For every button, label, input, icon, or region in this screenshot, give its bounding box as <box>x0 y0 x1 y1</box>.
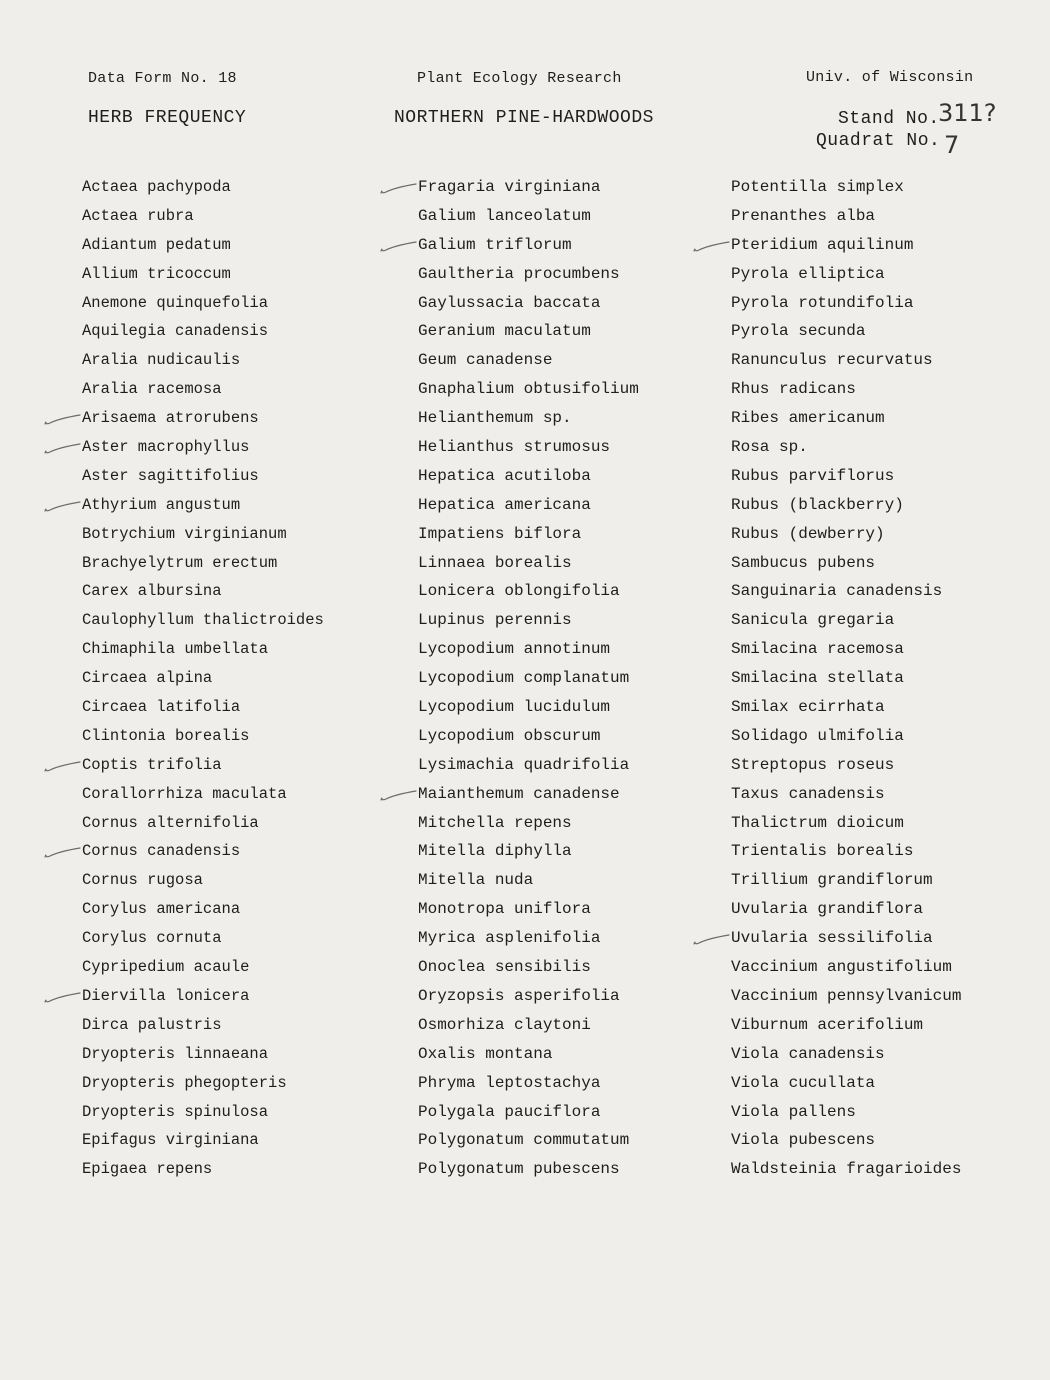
checkmark-icon <box>378 182 418 196</box>
species-item <box>731 866 961 895</box>
species-item <box>82 895 324 924</box>
species-name: Epifagus virginiana <box>82 1131 259 1150</box>
species-name: Aquilegia canadensis <box>82 322 269 341</box>
species-item <box>418 289 639 318</box>
species-name: Gnaphalium obtusifolium <box>418 380 639 399</box>
species-name: Gaylussacia baccata <box>418 293 601 312</box>
species-item <box>731 520 961 549</box>
species-item <box>418 635 639 664</box>
species-item <box>82 317 324 346</box>
species-item <box>731 433 961 462</box>
species-name: Smilacina stellata <box>731 669 904 688</box>
species-item <box>82 606 324 635</box>
species-name: Sanguinaria canadensis <box>731 582 943 601</box>
species-item <box>731 722 961 751</box>
species-item <box>82 462 324 491</box>
species-item <box>418 780 639 809</box>
species-name: Clintonia borealis <box>82 726 250 745</box>
university: Univ. of Wisconsin <box>806 69 974 86</box>
checkmark-icon <box>42 846 82 860</box>
species-item <box>731 924 961 953</box>
species-item <box>82 953 324 982</box>
species-column-3 <box>731 173 961 1184</box>
species-item <box>418 346 639 375</box>
species-name: Coptis trifolia <box>82 755 222 774</box>
species-item <box>418 982 639 1011</box>
species-name: Brachyelytrum erectum <box>82 553 278 572</box>
species-item <box>418 173 639 202</box>
species-name: Actaea rubra <box>82 206 194 225</box>
species-item <box>731 346 961 375</box>
species-name: Geranium maculatum <box>418 322 591 341</box>
species-name: Lycopodium lucidulum <box>418 698 611 717</box>
species-name: Uvularia sessilifolia <box>731 929 933 948</box>
species-name: Lonicera oblongifolia <box>418 582 620 601</box>
species-name: Taxus canadensis <box>731 784 885 803</box>
species-name: Cypripedium acaule <box>82 958 250 977</box>
checkmark-icon <box>42 442 82 456</box>
species-name: Potentilla simplex <box>731 178 904 196</box>
species-item <box>731 577 961 606</box>
species-name: Vaccinium pennsylvanicum <box>731 986 962 1005</box>
species-item <box>418 1098 639 1127</box>
checkmark-icon <box>42 760 82 774</box>
species-item <box>418 577 639 606</box>
species-name: Galium triflorum <box>418 235 572 254</box>
species-name: Diervilla lonicera <box>82 986 250 1005</box>
species-item <box>731 462 961 491</box>
species-name: Corallorrhiza maculata <box>82 784 287 803</box>
checkmark-icon <box>42 991 82 1005</box>
species-item <box>731 1040 961 1069</box>
species-item <box>731 606 961 635</box>
species-name: Corylus americana <box>82 900 241 919</box>
species-item <box>731 173 961 202</box>
species-item <box>731 953 961 982</box>
species-name: Polygonatum pubescens <box>418 1160 620 1179</box>
species-item <box>82 289 324 318</box>
species-item <box>418 404 639 433</box>
species-name: Rhus radicans <box>731 380 856 399</box>
species-name: Circaea alpina <box>82 669 213 688</box>
checkmark-icon <box>691 240 731 254</box>
species-item <box>731 202 961 231</box>
species-name: Osmorhiza claytoni <box>418 1015 591 1034</box>
species-column-1 <box>82 173 324 1184</box>
species-name: Anemone quinquefolia <box>82 293 269 312</box>
species-item <box>82 491 324 520</box>
species-item <box>82 809 324 838</box>
species-item <box>418 751 639 780</box>
species-name: Cornus alternifolia <box>82 813 259 832</box>
species-item <box>731 809 961 838</box>
species-item <box>418 520 639 549</box>
species-name: Caulophyllum thalictroides <box>82 611 324 630</box>
species-item <box>418 1069 639 1098</box>
checkmark-icon <box>691 933 731 947</box>
species-name: Actaea pachypoda <box>82 178 231 196</box>
species-name: Myrica asplenifolia <box>418 929 601 948</box>
species-item <box>418 433 639 462</box>
species-name: Impatiens biflora <box>418 524 582 543</box>
species-name: Oryzopsis asperifolia <box>418 986 620 1005</box>
species-name: Gaultheria procumbens <box>418 264 620 283</box>
species-item <box>418 837 639 866</box>
species-name: Aster sagittifolius <box>82 466 259 485</box>
species-name: Dirca palustris <box>82 1015 222 1034</box>
species-name: Cornus rugosa <box>82 871 203 890</box>
species-name: Viola canadensis <box>731 1044 885 1063</box>
species-item <box>418 1155 639 1184</box>
species-item <box>418 317 639 346</box>
species-name: Phryma leptostachya <box>418 1073 601 1092</box>
checkmark-icon <box>378 789 418 803</box>
species-item <box>418 462 639 491</box>
species-name: Waldsteinia fragarioides <box>731 1160 962 1179</box>
species-name: Athyrium angustum <box>82 495 241 514</box>
species-item <box>731 404 961 433</box>
species-name: Prenanthes alba <box>731 206 876 225</box>
species-name: Onoclea sensibilis <box>418 958 591 977</box>
species-name: Circaea latifolia <box>82 698 241 717</box>
species-item <box>82 577 324 606</box>
species-item <box>82 1155 324 1184</box>
species-item <box>82 202 324 231</box>
species-item <box>731 1155 961 1184</box>
species-name: Aster macrophyllus <box>82 438 250 457</box>
species-name: Viburnum acerifolium <box>731 1015 924 1034</box>
species-name: Helianthemum sp. <box>418 409 572 428</box>
species-item <box>82 1126 324 1155</box>
species-item <box>731 780 961 809</box>
species-item <box>731 289 961 318</box>
species-item <box>731 664 961 693</box>
species-item <box>82 173 324 202</box>
species-name: Mitchella repens <box>418 813 572 832</box>
checkmark-icon <box>42 500 82 514</box>
species-item <box>82 866 324 895</box>
species-name: Allium tricoccum <box>82 264 231 283</box>
species-item <box>731 635 961 664</box>
species-name: Sanicula gregaria <box>731 611 895 630</box>
species-name: Pyrola rotundifolia <box>731 293 914 312</box>
species-name: Botrychium virginianum <box>82 524 287 543</box>
species-name: Adiantum pedatum <box>82 235 231 254</box>
species-item <box>731 751 961 780</box>
species-name: Arisaema atrorubens <box>82 409 259 428</box>
species-item <box>418 202 639 231</box>
species-item <box>82 722 324 751</box>
species-item <box>418 491 639 520</box>
species-name: Mitella diphylla <box>418 842 572 861</box>
species-item <box>82 346 324 375</box>
species-name: Streptopus roseus <box>731 755 895 774</box>
species-item <box>731 1069 961 1098</box>
species-item <box>731 1098 961 1127</box>
community-type: NORTHERN PINE-HARDWOODS <box>394 108 654 128</box>
species-item <box>82 664 324 693</box>
stand-number: 311? <box>938 99 997 127</box>
species-item <box>82 924 324 953</box>
species-name: Viola pubescens <box>731 1131 876 1150</box>
species-item <box>731 491 961 520</box>
species-item <box>731 895 961 924</box>
species-item <box>731 317 961 346</box>
species-name: Viola cucullata <box>731 1073 876 1092</box>
species-item <box>731 549 961 578</box>
species-name: Dryopteris phegopteris <box>82 1073 287 1092</box>
species-name: Oxalis montana <box>418 1044 553 1063</box>
checkmark-icon <box>42 413 82 427</box>
species-item <box>82 1069 324 1098</box>
species-name: Lycopodium complanatum <box>418 669 630 688</box>
species-name: Mitella nuda <box>418 871 534 890</box>
species-name: Aralia nudicaulis <box>82 351 241 370</box>
species-item <box>418 693 639 722</box>
species-name: Cornus canadensis <box>82 842 241 861</box>
species-name: Pyrola secunda <box>731 322 866 341</box>
form-number: Data Form No. 18 <box>88 70 237 87</box>
species-name: Ranunculus recurvatus <box>731 351 933 370</box>
species-name: Rosa sp. <box>731 438 808 457</box>
species-item <box>418 1126 639 1155</box>
species-name: Lysimachia quadrifolia <box>418 755 630 774</box>
species-item <box>418 549 639 578</box>
species-name: Galium lanceolatum <box>418 206 591 225</box>
quadrat-number: 7 <box>944 131 960 159</box>
species-name: Polygonatum commutatum <box>418 1131 630 1150</box>
species-item <box>731 693 961 722</box>
species-item <box>418 664 639 693</box>
species-name: Geum canadense <box>418 351 553 370</box>
species-name: Aralia racemosa <box>82 380 222 399</box>
species-item <box>82 433 324 462</box>
species-item <box>418 953 639 982</box>
species-name: Lupinus perennis <box>418 611 572 630</box>
species-name: Pyrola elliptica <box>731 264 885 283</box>
species-item <box>731 260 961 289</box>
species-name: Trientalis borealis <box>731 842 914 861</box>
species-item <box>731 982 961 1011</box>
species-item <box>731 1011 961 1040</box>
species-name: Smilax ecirrhata <box>731 698 885 717</box>
species-name: Hepatica americana <box>418 495 591 514</box>
species-item <box>731 375 961 404</box>
species-item <box>82 1040 324 1069</box>
species-name: Corylus cornuta <box>82 929 222 948</box>
species-name: Lycopodium annotinum <box>418 640 611 659</box>
species-item <box>418 1040 639 1069</box>
species-name: Rubus (blackberry) <box>731 495 904 514</box>
species-item <box>82 1098 324 1127</box>
species-item <box>82 780 324 809</box>
species-item <box>82 982 324 1011</box>
species-item <box>82 635 324 664</box>
species-item <box>418 809 639 838</box>
species-name: Rubus (dewberry) <box>731 524 885 543</box>
species-name: Thalictrum dioicum <box>731 813 904 832</box>
species-item <box>82 837 324 866</box>
species-name: Polygala pauciflora <box>418 1102 601 1121</box>
species-name: Monotropa uniflora <box>418 900 591 919</box>
species-item <box>82 751 324 780</box>
species-item <box>82 520 324 549</box>
species-name: Hepatica acutiloba <box>418 466 591 485</box>
species-item <box>82 231 324 260</box>
species-name: Sambucus pubens <box>731 553 876 572</box>
species-item <box>418 895 639 924</box>
species-name: Helianthus strumosus <box>418 438 611 457</box>
species-item <box>82 375 324 404</box>
organization: Plant Ecology Research <box>417 70 622 87</box>
form-title: HERB FREQUENCY <box>88 108 247 128</box>
species-name: Viola pallens <box>731 1102 856 1121</box>
species-item <box>82 693 324 722</box>
species-name: Chimaphila umbellata <box>82 640 269 659</box>
species-item <box>82 404 324 433</box>
species-name: Dryopteris spinulosa <box>82 1102 269 1121</box>
species-name: Lycopodium obscurum <box>418 726 601 745</box>
checkmark-icon <box>378 240 418 254</box>
species-name: Vaccinium angustifolium <box>731 958 952 977</box>
species-name: Solidago ulmifolia <box>731 726 904 745</box>
species-item <box>418 375 639 404</box>
species-item <box>731 231 961 260</box>
species-item <box>731 837 961 866</box>
species-name: Rubus parviflorus <box>731 466 895 485</box>
quadrat-label: Quadrat No. <box>816 131 941 151</box>
species-item <box>418 606 639 635</box>
species-item <box>82 549 324 578</box>
species-name: Pteridium aquilinum <box>731 235 914 254</box>
species-item <box>82 1011 324 1040</box>
species-name: Fragaria virginiana <box>418 178 601 196</box>
species-column-2 <box>418 173 639 1184</box>
species-name: Dryopteris linnaeana <box>82 1044 269 1063</box>
species-name: Carex albursina <box>82 582 222 601</box>
species-item <box>731 1126 961 1155</box>
species-name: Uvularia grandiflora <box>731 900 924 919</box>
species-name: Epigaea repens <box>82 1160 213 1179</box>
species-item <box>418 722 639 751</box>
species-item <box>82 260 324 289</box>
species-item <box>418 866 639 895</box>
species-name: Linnaea borealis <box>418 553 572 572</box>
species-name: Smilacina racemosa <box>731 640 904 659</box>
species-name: Trillium grandiflorum <box>731 871 933 890</box>
stand-label: Stand No. <box>838 109 940 129</box>
species-item <box>418 260 639 289</box>
species-item <box>418 231 639 260</box>
species-item <box>418 1011 639 1040</box>
species-name: Ribes americanum <box>731 409 885 428</box>
species-name: Maianthemum canadense <box>418 784 620 803</box>
species-item <box>418 924 639 953</box>
